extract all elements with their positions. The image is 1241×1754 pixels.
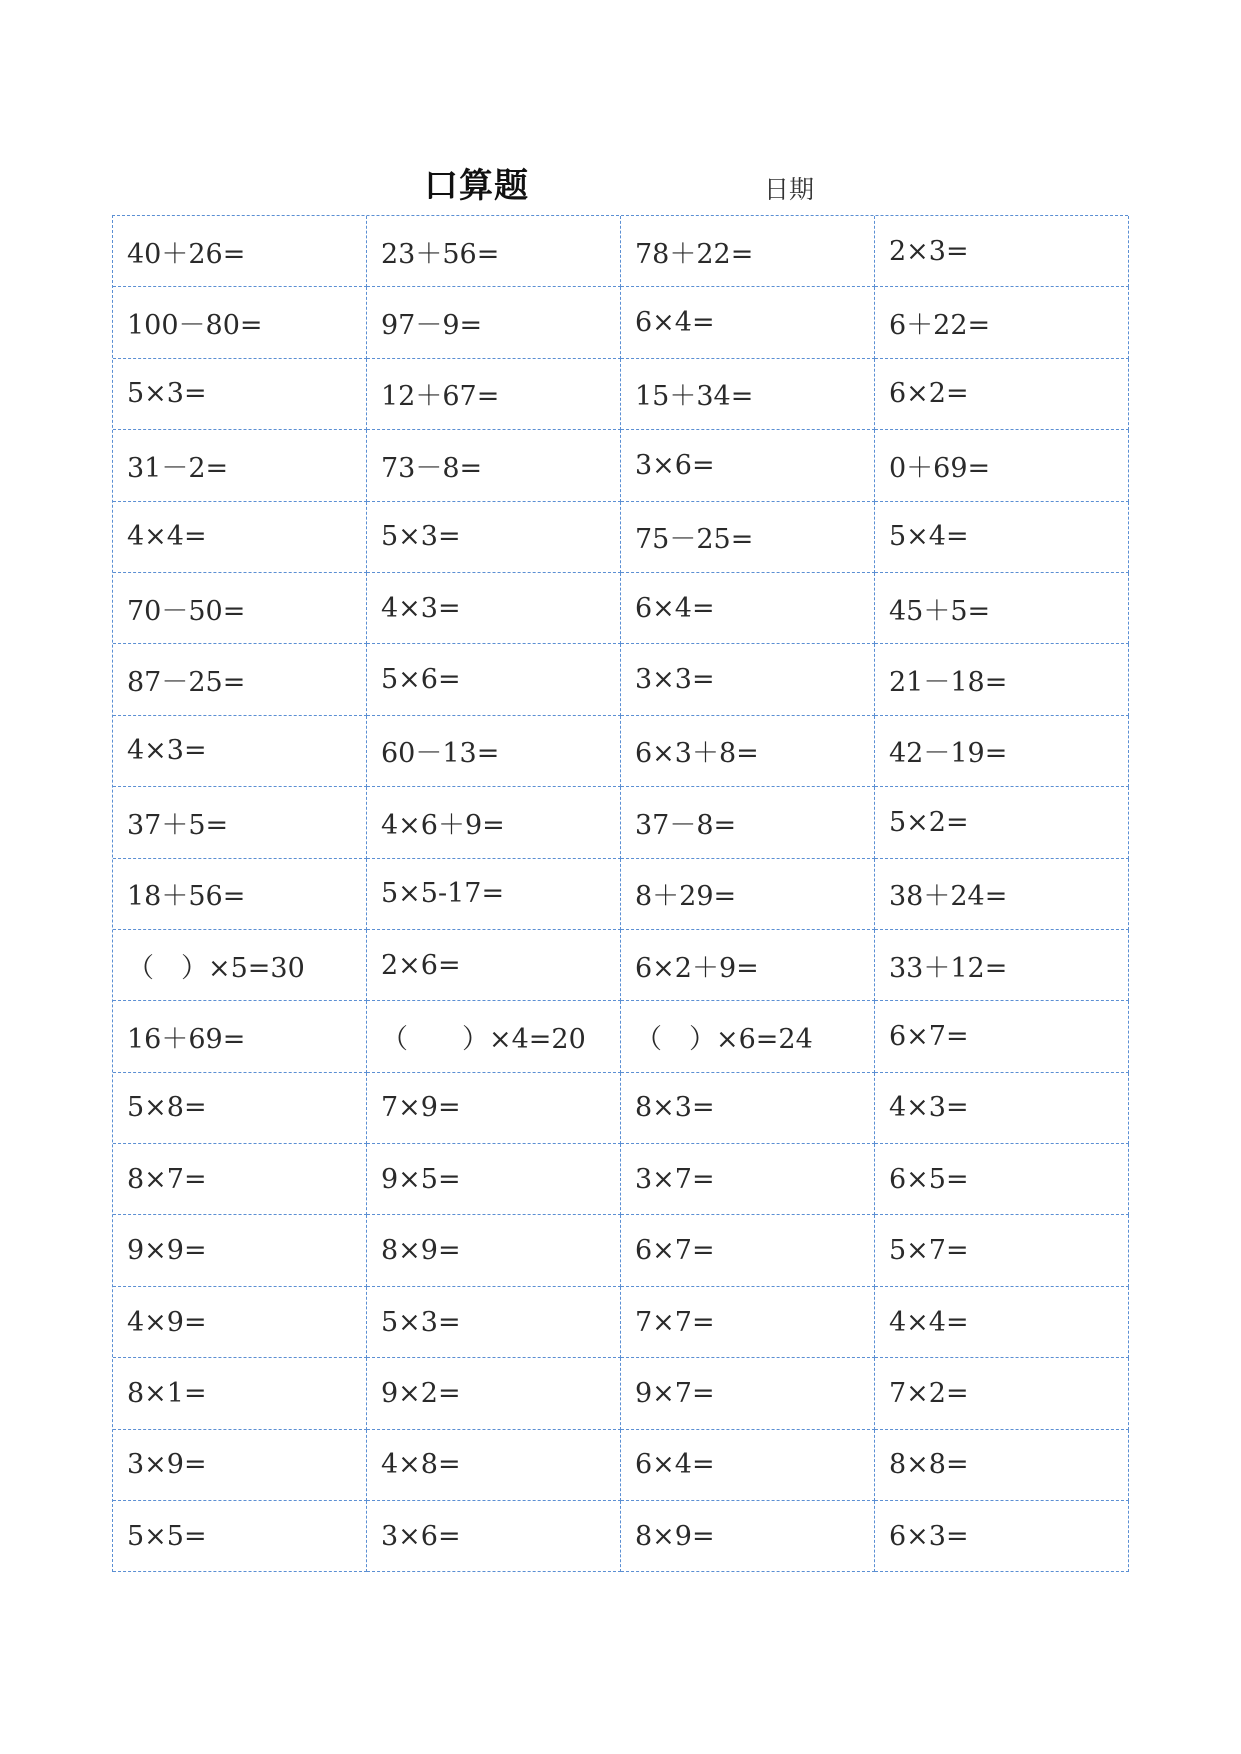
problem-cell: 100－80= — [113, 287, 367, 358]
problem-cell: 9×7= — [621, 1358, 875, 1429]
problem-cell: 7×7= — [621, 1287, 875, 1358]
problem-cell: 6×2＋9= — [621, 930, 875, 1001]
problem-cell: 7×2= — [875, 1358, 1129, 1429]
problem-cell: 5×6= — [367, 644, 621, 715]
problem-cell: 4×4= — [113, 502, 367, 573]
problem-cell: 23＋56= — [367, 216, 621, 287]
problem-cell: 38＋24= — [875, 859, 1129, 930]
problem-cell: 5×4= — [875, 502, 1129, 573]
problem-cell: （ ）×5=30 — [113, 930, 367, 1001]
problem-cell: 3×7= — [621, 1144, 875, 1215]
problem-cell: （ ）×6=24 — [621, 1001, 875, 1072]
problem-cell: 6＋22= — [875, 287, 1129, 358]
problem-cell: 3×6= — [367, 1501, 621, 1572]
problem-cell: 3×6= — [621, 430, 875, 501]
problem-cell: 0＋69= — [875, 430, 1129, 501]
problem-cell: 6×7= — [621, 1215, 875, 1286]
problem-cell: 5×8= — [113, 1073, 367, 1144]
problem-cell: 6×4= — [621, 1430, 875, 1501]
problem-cell: 45＋5= — [875, 573, 1129, 644]
date-label: 日期 — [764, 175, 815, 204]
problem-cell: 4×3= — [113, 716, 367, 787]
problem-cell: 37－8= — [621, 787, 875, 858]
problem-cell: 8×7= — [113, 1144, 367, 1215]
problem-cell: 8×8= — [875, 1430, 1129, 1501]
problem-cell: 21－18= — [875, 644, 1129, 715]
problem-cell: 97－9= — [367, 287, 621, 358]
problem-cell: 6×4= — [621, 573, 875, 644]
problem-cell: 75－25= — [621, 502, 875, 573]
problem-cell: 16＋69= — [113, 1001, 367, 1072]
problem-cell: 31－2= — [113, 430, 367, 501]
problem-cell: 6×5= — [875, 1144, 1129, 1215]
problem-cell: 6×7= — [875, 1001, 1129, 1072]
problem-cell: 5×3= — [367, 1287, 621, 1358]
problem-cell: 9×5= — [367, 1144, 621, 1215]
problem-cell: 5×5-17= — [367, 859, 621, 930]
problem-cell: 4×4= — [875, 1287, 1129, 1358]
problem-cell: （ ）×4=20 — [367, 1001, 621, 1072]
problem-cell: 8＋29= — [621, 859, 875, 930]
problem-cell: 5×3= — [367, 502, 621, 573]
problem-cell: 8×3= — [621, 1073, 875, 1144]
problem-cell: 78＋22= — [621, 216, 875, 287]
page-title: 口算题 — [424, 166, 529, 206]
problem-cell: 37＋5= — [113, 787, 367, 858]
problem-cell: 9×2= — [367, 1358, 621, 1429]
problem-cell: 33＋12= — [875, 930, 1129, 1001]
problem-cell: 8×9= — [621, 1501, 875, 1572]
problem-cell: 6×3= — [875, 1501, 1129, 1572]
problem-cell: 12＋67= — [367, 359, 621, 430]
problem-cell: 4×6＋9= — [367, 787, 621, 858]
problem-cell: 15＋34= — [621, 359, 875, 430]
problem-cell: 5×5= — [113, 1501, 367, 1572]
problem-cell: 2×3= — [875, 216, 1129, 287]
problem-cell: 87－25= — [113, 644, 367, 715]
problem-cell: 4×8= — [367, 1430, 621, 1501]
problem-cell: 5×3= — [113, 359, 367, 430]
problem-cell: 4×3= — [367, 573, 621, 644]
problem-grid — [112, 215, 1128, 1572]
problem-cell: 60－13= — [367, 716, 621, 787]
problem-cell: 3×9= — [113, 1430, 367, 1501]
problem-cell: 6×2= — [875, 359, 1129, 430]
problem-cell: 42－19= — [875, 716, 1129, 787]
problem-cell: 9×9= — [113, 1215, 367, 1286]
problem-cell: 5×2= — [875, 787, 1129, 858]
problem-cell: 73－8= — [367, 430, 621, 501]
problem-cell: 40＋26= — [113, 216, 367, 287]
problem-cell: 5×7= — [875, 1215, 1129, 1286]
problem-cell: 4×3= — [875, 1073, 1129, 1144]
problem-cell: 2×6= — [367, 930, 621, 1001]
problem-cell: 6×4= — [621, 287, 875, 358]
problem-cell: 7×9= — [367, 1073, 621, 1144]
problem-cell: 6×3＋8= — [621, 716, 875, 787]
problem-cell: 4×9= — [113, 1287, 367, 1358]
problem-cell: 8×9= — [367, 1215, 621, 1286]
problem-cell: 3×3= — [621, 644, 875, 715]
problem-cell: 70－50= — [113, 573, 367, 644]
problem-cell: 8×1= — [113, 1358, 367, 1429]
problem-cell: 18＋56= — [113, 859, 367, 930]
